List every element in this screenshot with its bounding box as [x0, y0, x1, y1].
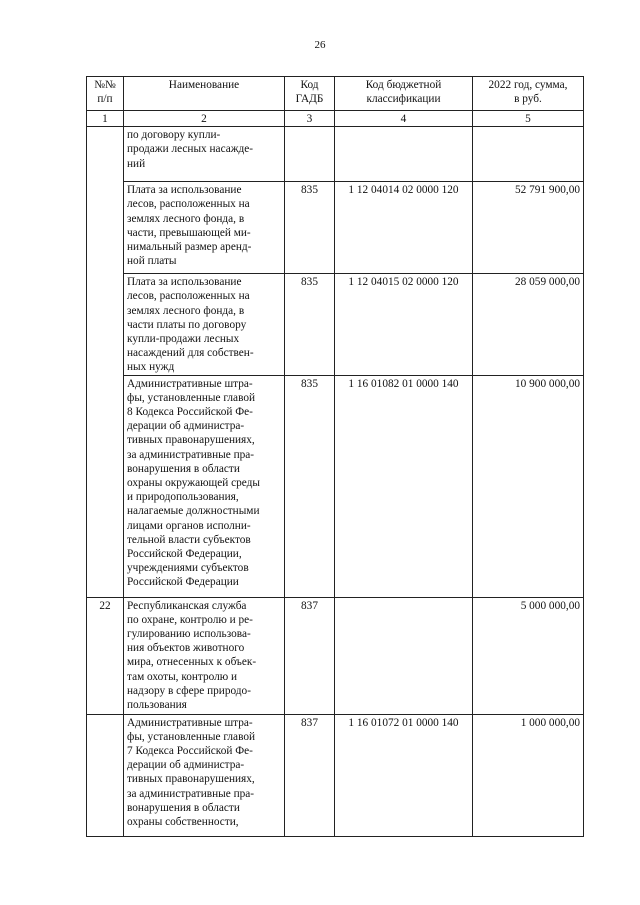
table-row	[87, 375, 584, 597]
row-number-cell	[87, 714, 124, 836]
table-row	[87, 274, 584, 375]
row-name-cell: Административные штра- фы, установленные главой 8 Кодекса Российской Фе- дерации об администра- тивных правонарушениях, за административные пра- вонарушения в области охраны окружающей среды и природопользования, налагаемые должностными лицами органов исполни- тельной власти субъектов Российской Федерации, учреждениями субъектов Российской Федерации	[124, 375, 285, 597]
header-name: Наименование	[124, 77, 285, 111]
table-header-row	[87, 77, 584, 111]
row-gadb-cell: 835	[285, 375, 335, 597]
header-row-number: №№ п/п	[87, 77, 124, 111]
column-number: 5	[473, 111, 584, 127]
row-kbk-cell: 1 16 01072 01 0000 140	[335, 714, 473, 836]
row-kbk-cell: 1 12 04014 02 0000 120	[335, 182, 473, 274]
row-amount-cell: 1 000 000,00	[473, 714, 584, 836]
row-kbk-cell	[335, 597, 473, 714]
row-gadb-cell: 837	[285, 714, 335, 836]
row-name-cell: Административные штра- фы, установленные главой 7 Кодекса Российской Фе- дерации об администра- тивных правонарушениях, за административные пра- вонарушения в области охраны собственности,	[124, 714, 285, 836]
row-gadb-cell: 835	[285, 274, 335, 375]
row-amount-cell	[473, 127, 584, 182]
header-gadb-code: Код ГАДБ	[285, 77, 335, 111]
row-gadb-cell: 837	[285, 597, 335, 714]
column-number: 3	[285, 111, 335, 127]
page-number: 26	[314, 39, 326, 51]
table-row	[87, 127, 584, 182]
row-amount-cell: 10 900 000,00	[473, 375, 584, 597]
row-name-cell: Плата за использование лесов, расположенных на землях лесного фонда, в части, превышающей ми- нимальный размер аренд- ной платы	[124, 182, 285, 274]
table-row	[87, 182, 584, 274]
table-row	[87, 597, 584, 714]
budget-revenue-table	[86, 76, 584, 837]
table-row	[87, 714, 584, 836]
row-name-cell: Республиканская служба по охране, контролю и ре- гулированию использова- ния объектов животного мира, отнесенных к объек- там охоты, контролю и надзору в сфере природо- пользования	[124, 597, 285, 714]
row-kbk-cell	[335, 127, 473, 182]
row-gadb-cell	[285, 127, 335, 182]
header-budget-classification-code: Код бюджетной классификации	[335, 77, 473, 111]
row-number-cell	[87, 127, 124, 597]
row-amount-cell: 28 059 000,00	[473, 274, 584, 375]
row-name-cell: Плата за использование лесов, расположенных на землях лесного фонда, в части платы по договору купли-продажи лесных насаждений для собствен- ных нужд	[124, 274, 285, 375]
row-kbk-cell: 1 16 01082 01 0000 140	[335, 375, 473, 597]
row-amount-cell: 52 791 900,00	[473, 182, 584, 274]
header-amount-2022: 2022 год, сумма, в руб.	[473, 77, 584, 111]
column-number: 1	[87, 111, 124, 127]
row-amount-cell: 5 000 000,00	[473, 597, 584, 714]
column-number: 2	[124, 111, 285, 127]
column-numbering-row	[87, 111, 584, 127]
row-gadb-cell: 835	[285, 182, 335, 274]
row-name-cell: по договору купли- продажи лесных насажде- ний	[124, 127, 285, 182]
row-number-cell: 22	[87, 597, 124, 714]
row-kbk-cell: 1 12 04015 02 0000 120	[335, 274, 473, 375]
column-number: 4	[335, 111, 473, 127]
